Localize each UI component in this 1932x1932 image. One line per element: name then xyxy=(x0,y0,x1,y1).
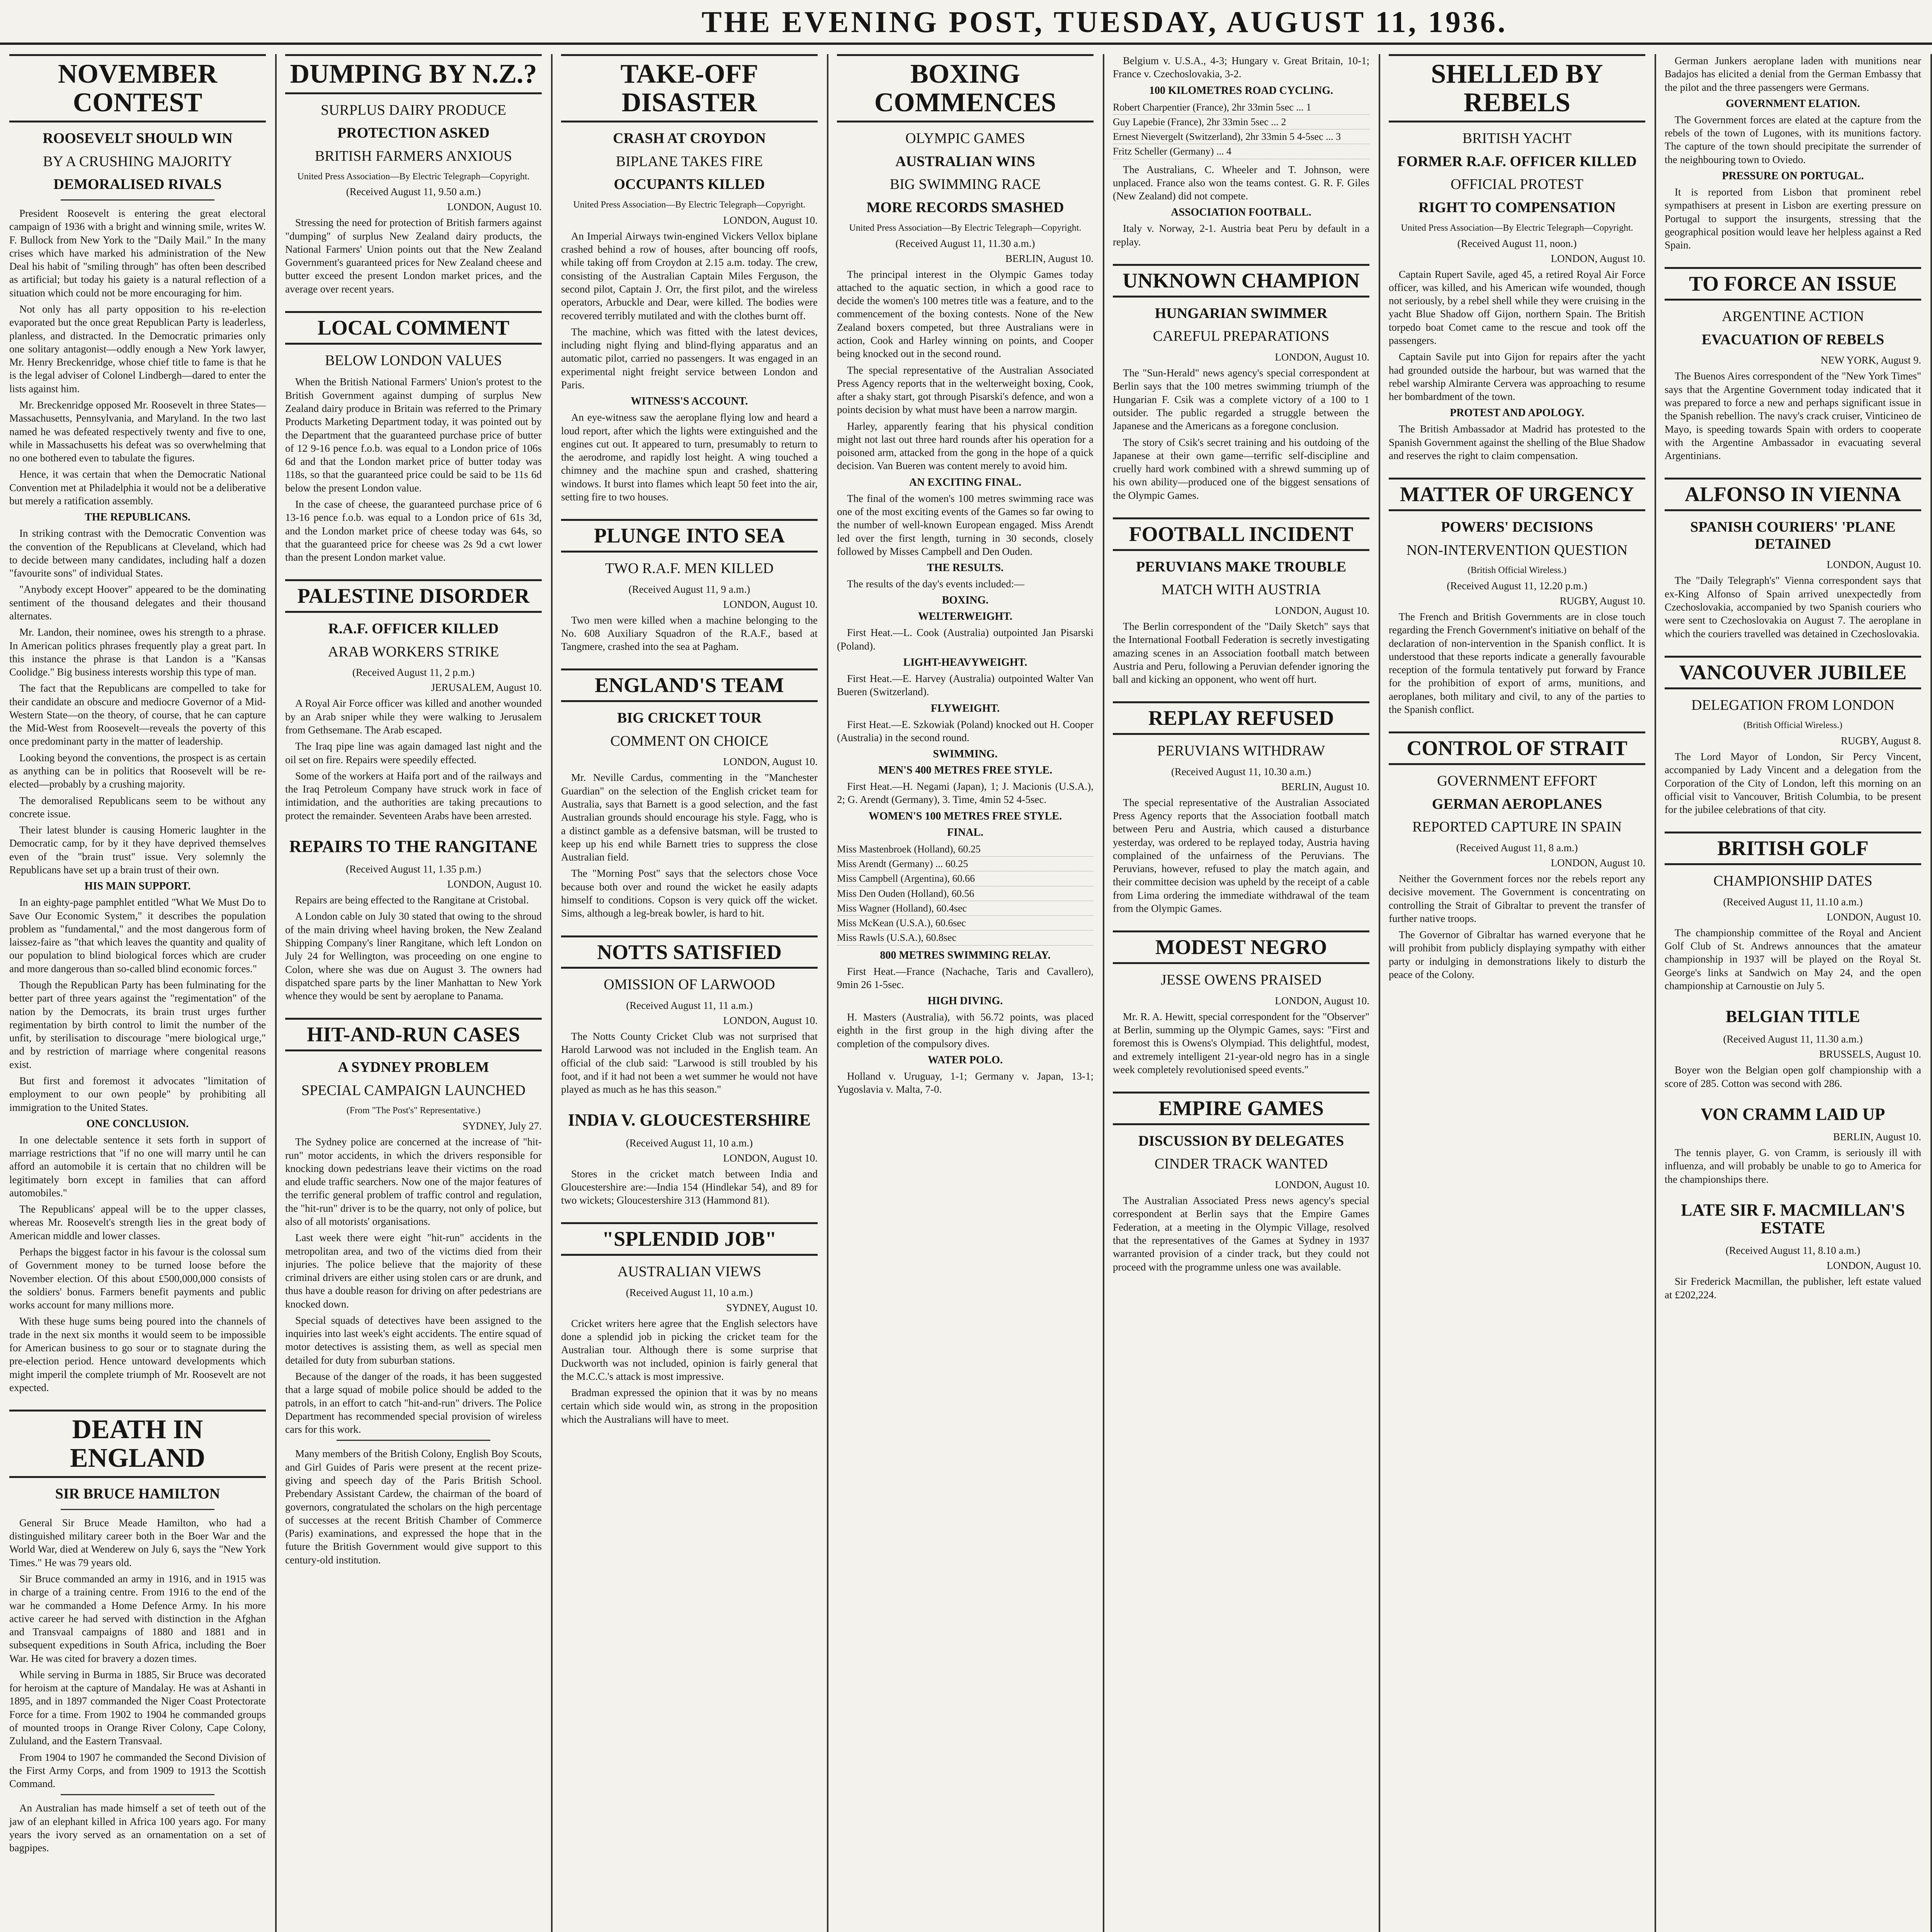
paragraph: Captain Rupert Savile, aged 45, a retired Royal Air Force officer, was killed, and his American wife wounded, though not seriously, by a rebel shell while they were cruising in the yacht Blue Shadow off Gijon, northern Spain. The British torpedo boat Comet came to the rescue and took off the passengers. xyxy=(1389,268,1645,346)
subheadline: GERMAN AEROPLANES xyxy=(1432,796,1602,812)
paragraph: When the British National Farmers' Union's protest to the British Government against dumping of surplus New Zealand dairy produce in Britain was referred to the Primary Products Marketing Department today, it was pointed out by the Department that the guaranteed purchase price of butter of 12 9-16 pence f.o.b. was equal to a London price of 106s 6d and that the London market price of butter today was 118s, so that the guaranteed price could be said to be 11s 6d below the present London value. xyxy=(285,376,542,494)
column-5 xyxy=(1106,54,1376,1932)
paragraph: The principal interest in the Olympic Games today attached to the aquatic section, in which a good race to decide the women's 100 metres title was a feature, and to the commencement of the boxing contests. None of the New Zealand boxers competed, but three Australians were in action, Cook and Harley winning on points, and Cooper being knocked out in the second round. xyxy=(837,268,1094,360)
results-heading: LIGHT-HEAVYWEIGHT. xyxy=(903,656,1027,669)
headline: FOOTBALL INCIDENT xyxy=(1113,517,1369,551)
paragraph: The special representative of the Australian Associated Press Agency reports that in the welterweight boxing, Cook, after a shaky start, got through Pisarski's defence, and won a points decision by what must have been a narrow margin. xyxy=(837,364,1094,416)
results-heading: 100 KILOMETRES ROAD CYCLING. xyxy=(1149,84,1333,97)
dateline: LONDON, August 10. xyxy=(1275,995,1369,1007)
paragraph: The championship committee of the Royal and Ancient Golf Club of St. Andrews announces that the amateur championship in 1937 will be played on the Royal St. George's links at Sandwich on May 24, and the open championship at Carnoustie on July 5. xyxy=(1665,927,1921,992)
section-heading: PROTEST AND APOLOGY. xyxy=(1450,407,1584,419)
paragraph: "Anybody except Hoover" appeared to be the dominating sentiment of the thousand delegates and their thousand alternates. xyxy=(9,583,266,622)
paragraph: The "Morning Post" says that the selectors chose Voce because both over and round the wicket he easily adapts himself to conditions. Copson is very quick off the wicket. Sims, although a leg-break bowler, is hard to hit. xyxy=(561,867,818,919)
dateline: LONDON, August 10. xyxy=(1827,559,1921,571)
subheadline: BIG CRICKET TOUR xyxy=(617,710,762,726)
subheadline: REPORTED CAPTURE IN SPAIN xyxy=(1412,819,1622,835)
result: First Heat.—E. Harvey (Australia) outpointed Walter Van Bueren (Switzerland). xyxy=(837,673,1094,698)
subheadline: CHAMPIONSHIP DATES xyxy=(1713,873,1872,889)
section-heading: ONE CONCLUSION. xyxy=(86,1117,189,1130)
paragraph: Their latest blunder is causing Homeric laughter in the Democratic camp, for by it they have deprived themselves even of the "brain trust" issue. Very solemnly the Republicans have set up a brain trust of their own. xyxy=(9,824,266,876)
headline: INDIA V. GLOUCESTERSHIRE xyxy=(568,1111,811,1130)
paragraph: But first and foremost it advocates "limitation of employment to our own people" by prohibiting all immigration to the United States. xyxy=(9,1075,266,1113)
section-heading: PRESSURE ON PORTUGAL. xyxy=(1722,170,1864,182)
headline: DEATH IN ENGLAND xyxy=(9,1410,266,1478)
subheadline: OMISSION OF LARWOOD xyxy=(604,976,775,993)
headline: "SPLENDID JOB" xyxy=(561,1222,818,1256)
paragraph: The Buenos Aires correspondent of the "New York Times" says that the Argentine Government today indicated that it was prepared to force a new and perhaps significant issue in the Spanish rebellion. The navy's crack cruiser, Vinticineo de Mayo, is speeding towards Spain with orders to cooperate with the Argentine Ambassador in evacuating several Argentinians. xyxy=(1665,370,1921,462)
story-take-off-disaster xyxy=(561,54,818,503)
subheadline: BELOW LONDON VALUES xyxy=(325,352,502,369)
headline: PALESTINE DISORDER xyxy=(285,579,542,613)
subheadline: AUSTRALIAN WINS xyxy=(895,153,1035,170)
story-olympic-results-cont xyxy=(1113,54,1369,248)
paragraph: While serving in Burma in 1885, Sir Bruce was decorated for heroism at the capture of Mandalay. He was at Ashanti in 1895, and in 1897 commanded the Niger Coast Protectorate Force for a time. From 1902 to 1904 he commanded groups of mounted troops in Orange River Colony, Cape Colony, Zululand, and the Eastern Transvaal. xyxy=(9,1668,266,1747)
results-heading: SWIMMING. xyxy=(933,748,998,760)
result-row: Miss Den Ouden (Holland), 60.56 xyxy=(837,886,1094,901)
paragraph: Because of the danger of the roads, it has been suggested that a large squad of mobile police should be added to the patrols, in an effort to catch "hit-and-run" drivers. The Police Department has recommended special provision of wireless cars for this work. xyxy=(285,1371,542,1435)
subheadline: SPANISH COURIERS' 'PLANE DETAINED xyxy=(1690,519,1896,552)
subheadline: MATCH WITH AUSTRIA xyxy=(1161,582,1321,598)
paragraph: The Berlin correspondent of the "Daily Sketch" says that the International Football Federation is secretly investigating amazing scenes in an Association football match between Austria and Peru, following a Peruvian defender ignoring the ball and kicking an opponent, who went off hurt. xyxy=(1113,620,1369,685)
dateline: LONDON, August 10. xyxy=(1275,1179,1369,1191)
paragraph: General Sir Bruce Meade Hamilton, who had a distinguished military career both in the Boer War and the World War, died at Wenderew on July 6, says the "New York Times." He was 79 years old. xyxy=(9,1517,266,1568)
subheadline: SURPLUS DAIRY PRODUCE xyxy=(320,102,507,118)
received-time: (Received August 11, 10.30 a.m.) xyxy=(1171,765,1311,777)
subheadline: ARGENTINE ACTION xyxy=(1721,308,1864,325)
wire-credit: United Press Association—By Electric Telegraph—Copyright. xyxy=(297,171,530,182)
paragraph: In an eighty-page pamphlet entitled "What We Must Do to Save Our Economic System," it describes the population problem as "fundamental," and the most dangerous form of laissez-faire as "that which leaves the quantity and quality of our population to blind biological forces which are cruder and more dangerous than so-called blind economic forces." xyxy=(9,896,266,975)
story-englands-team xyxy=(561,668,818,920)
column-rule xyxy=(1103,54,1104,1932)
result: First Heat.—France (Nachache, Taris and Cavallero), 9min 26 1-5sec. xyxy=(837,965,1094,990)
subheadline: BIG SWIMMING RACE xyxy=(889,176,1041,193)
result-row: Miss Wagner (Holland), 60.4sec xyxy=(837,901,1094,916)
results-list xyxy=(837,842,1094,946)
paragraph: It is reported from Lisbon that prominent rebel sympathisers at present in Lisbon are exerting pressure on Portugal to support the insurgents, stressing that the geographical position would leave her helpless against a Red Spain. xyxy=(1665,186,1921,251)
paragraph: The Notts County Cricket Club was not surprised that Harold Larwood was not included in the English team. An official of the club said: "Larwood is still troubled by his foot, and if it had not been a wet summer he would not have played as much as he has this season." xyxy=(561,1030,818,1095)
story-modest-negro xyxy=(1113,930,1369,1076)
subheadline: OLYMPIC GAMES xyxy=(905,130,1025,146)
received-time: (Received August 11, 11.10 a.m.) xyxy=(1723,896,1863,908)
dateline: RUGBY, August 10. xyxy=(1560,595,1645,607)
result-row: Fritz Scheller (Germany) ... 4 xyxy=(1113,144,1369,159)
story-boxing-commences xyxy=(837,54,1094,1096)
column-rule xyxy=(1655,54,1656,1932)
paragraph: Last week there were eight "hit-run" accidents in the metropolitan area, and two of the victims died from their injuries. The police believe that the majority of these criminal drivers are either using stolen cars or are drunk, and thus have a double reason for driving on after pedestrians are knocked down. xyxy=(285,1232,542,1310)
section-heading: GOVERNMENT ELATION. xyxy=(1726,97,1860,110)
dateline: RUGBY, August 8. xyxy=(1840,735,1921,747)
paragraph: The Lord Mayor of London, Sir Percy Vincent, accompanied by Lady Vincent and a delegation from the Corporation of the City of London, left this morning on an official visit to Vancouver, British Columbia, to be present for the jubilee celebrations of that city. xyxy=(1665,751,1921,816)
headline: MODEST NEGRO xyxy=(1113,930,1369,964)
dateline: SYDNEY, July 27. xyxy=(462,1120,542,1132)
paragraph: The Australian Associated Press news agency's special correspondent at Berlin says that the Empire Games Federation, at a meeting in the Olympic Village, resolved that the representatives of the Games at Sydney in 1937 warranted provision of a cinder track, but they could not proceed with the programme unless one was available. xyxy=(1113,1195,1369,1273)
wire-credit: (British Official Wireless.) xyxy=(1467,565,1567,576)
paragraph: German Junkers aeroplane laden with munitions near Badajos has elicited a denial from the German Embassy that the pilot and the three passengers were Germans. xyxy=(1665,55,1921,93)
results-heading: 800 METRES SWIMMING RELAY. xyxy=(880,949,1051,961)
column-6 xyxy=(1382,54,1652,1932)
paragraph: The Government forces are elated at the capture from the rebels of the town of Lugones, with its munitions factory. The capture of the town should precipitate the surrender of the neighbouring town to Oviedo. xyxy=(1665,114,1921,165)
paragraph: The machine, which was fitted with the latest devices, including night flying and blind-flying apparatus and an automatic pilot, carried no passengers. It was engaged in an experimental night freight service between London and Paris. xyxy=(561,326,818,391)
subheadline: BIPLANE TAKES FIRE xyxy=(616,153,763,170)
subheadline: DEMORALISED RIVALS xyxy=(53,176,222,193)
wire-credit: (British Official Wireless.) xyxy=(1743,720,1843,731)
received-time: (Received August 11, 12.20 p.m.) xyxy=(1447,580,1587,592)
headline: NOVEMBER CONTEST xyxy=(9,54,266,122)
dateline: LONDON, August 10. xyxy=(447,201,542,213)
paragraph: The tennis player, G. von Cramm, is seriously ill with influenza, and will probably be unable to go to America for the championships there. xyxy=(1665,1147,1921,1185)
paragraph: Hence, it was certain that when the Democratic National Convention met at Philadelphia it would not be a deliberative but merely a ratification assembly. xyxy=(9,468,266,507)
result-row: Ernest Nievergelt (Switzerland), 2hr 33min 5 4-5sec ... 3 xyxy=(1113,129,1369,144)
subheadline: ROOSEVELT SHOULD WIN xyxy=(43,130,233,146)
received-time: (Received August 11, 11.30 a.m.) xyxy=(1723,1033,1863,1045)
dateline: LONDON, August 10. xyxy=(447,878,542,890)
paragraph: A London cable on July 30 stated that owing to the shroud of the main driving wheel having broken, the New Zealand Shipping Company's liner Rangitane, which left London on July 24 for Wellington, was proceeding on one engine to Colon, where she was due on August 3. The owners had dispatched spare parts by the liner Manhattan to New York whence they would be sent by aeroplane to Panama. xyxy=(285,910,542,1002)
dateline: LONDON, August 10. xyxy=(723,214,818,226)
subheadline: PROTECTION ASKED xyxy=(337,125,490,141)
story-von-cramm xyxy=(1665,1105,1921,1186)
dateline: JERUSALEM, August 10. xyxy=(431,682,542,694)
headline: BOXING COMMENCES xyxy=(837,54,1094,122)
subheadline: BY A CRUSHING MAJORITY xyxy=(43,153,232,170)
paragraph: Repairs are being effected to the Rangitane at Cristobal. xyxy=(295,894,529,906)
dateline: BERLIN, August 10. xyxy=(1833,1131,1921,1143)
results-heading: ASSOCIATION FOOTBALL. xyxy=(1171,206,1311,219)
divider xyxy=(61,1794,214,1795)
paragraph: Some of the workers at Haifa port and of the railways and the Iraq Petroleum Company have struck work in face of intimidation, and the authorities are taking precautions to protect the remainder. Seventeen Arabs have been arrested. xyxy=(285,770,542,821)
subheadline: CAREFUL PREPARATIONS xyxy=(1153,328,1330,345)
paragraph: Stores in the cricket match between India and Gloucestershire are:—India 154 (Hindlekar 54), and 89 for two wickets; Gloucestershire 313 (Hammond 81). xyxy=(561,1168,818,1206)
headline: ENGLAND'S TEAM xyxy=(561,668,818,702)
paragraph: In striking contrast with the Democratic Convention was the convention of the Republicans at Cleveland, which had to decide between many candidates, including half a dozen "favourite sons" of individual States. xyxy=(9,527,266,579)
subheadline: SPECIAL CAMPAIGN LAUNCHED xyxy=(301,1082,526,1099)
result-row: Miss McKean (U.S.A.), 60.6sec xyxy=(837,916,1094,930)
column-rule xyxy=(275,54,277,1932)
paragraph: Boyer won the Belgian open golf championship with a score of 285. Cotton was second with 286. xyxy=(1665,1064,1921,1089)
paragraph: Though the Republican Party has been fulminating for the better part of three years against the "regimentation" of the nation by the Democrats, its brain trust urges further regimentation by birth control to limit the number of the unfit, by sterilisation to discourage "mere biological urge," and by restriction of marriage where congenital reasons exist. xyxy=(9,979,266,1070)
received-time: (Received August 11, 10 a.m.) xyxy=(626,1286,753,1298)
headline: LATE SIR F. MACMILLAN'S ESTATE xyxy=(1681,1201,1905,1238)
dateline: BRUSSELS, August 10. xyxy=(1819,1048,1921,1060)
paragraph: The story of Csik's secret training and his outdoing of the Japanese at their own game—terrific self-discipline and cruelly hard work combined with a shrewd summing up of his own ability—produced one of the biggest sensations of the Olympic Games. xyxy=(1113,436,1369,501)
result: First Heat.—E. Szkowiak (Poland) knocked out H. Cooper (Australia) in the second round. xyxy=(837,718,1094,743)
column-rule xyxy=(551,54,553,1932)
paragraph: The "Sun-Herald" news agency's special correspondent at Berlin says that the 100 metres swimming triumph of the Hungarian F. Csik was a complete victory of a 100 to 1 outsider. The public regarded a struggle between the Japanese and the Americans as a foregone conclusion. xyxy=(1113,367,1369,432)
column-rule xyxy=(1930,54,1932,1932)
column-2 xyxy=(278,54,549,1932)
headline: VON CRAMM LAID UP xyxy=(1701,1104,1885,1124)
story-empire-games xyxy=(1113,1092,1369,1274)
column-rule xyxy=(827,54,828,1932)
subheadline: FORMER R.A.F. OFFICER KILLED xyxy=(1397,153,1637,170)
subheadline: OCCUPANTS KILLED xyxy=(614,176,765,193)
byline: (From "The Post's" Representative.) xyxy=(346,1105,481,1116)
column-7 xyxy=(1658,54,1928,1932)
story-notts-satisfied xyxy=(561,935,818,1096)
divider xyxy=(337,1440,490,1441)
headline: EMPIRE GAMES xyxy=(1113,1092,1369,1125)
dateline: LONDON, August 10. xyxy=(1275,351,1369,363)
headline: ALFONSO IN VIENNA xyxy=(1665,478,1921,511)
subheadline: HUNGARIAN SWIMMER xyxy=(1155,305,1328,321)
story-macmillan-estate xyxy=(1665,1201,1921,1301)
headline: TO FORCE AN ISSUE xyxy=(1665,267,1921,301)
paragraph: The Sydney police are concerned at the increase of "hit-run" motor accidents, in which the drivers responsible for knocking down pedestrians leave their victims on the road and elude traffic searchers. Now one of the major features of the terrific general problem of traffic control and regulation, the "hit-run" driver is to be the quarry, not only of police, but also of all motorists' organisations. xyxy=(285,1136,542,1227)
story-dumping xyxy=(285,54,542,296)
story-hit-and-run xyxy=(285,1018,542,1566)
dateline: BERLIN, August 10. xyxy=(1281,781,1369,793)
headline: UNKNOWN CHAMPION xyxy=(1113,264,1369,298)
results-heading: BOXING. xyxy=(942,594,989,607)
headline: MATTER OF URGENCY xyxy=(1389,478,1645,511)
received-time: (Received August 11, noon.) xyxy=(1457,237,1577,249)
result: Belgium v. U.S.A., 4-3; Hungary v. Great Britain, 10-1; France v. Czechoslovakia, 3-2. xyxy=(1113,55,1369,80)
story-palestine xyxy=(285,579,542,822)
headline: DUMPING BY N.Z.? xyxy=(285,54,542,94)
story-rangitane xyxy=(285,838,542,1002)
subheadline: SIR BRUCE HAMILTON xyxy=(55,1486,220,1502)
headline: CONTROL OF STRAIT xyxy=(1389,731,1645,765)
paragraph: Mr. R. A. Hewitt, special correspondent for the "Observer" at Berlin, summing up the Olympic Games, says: "First and foremost this is Owens's Olympiad. This delightful, modest, and extremely intelligent 21-year-old negro has in a single week completely revolutionised speed events." xyxy=(1113,1010,1369,1075)
paragraph: Two men were killed when a machine belonging to the No. 608 Auxiliary Squadron of the R.A.F., based at Tangmere, crashed into the sea at Pagham. xyxy=(561,614,818,653)
received-time: (Received August 11, 8.10 a.m.) xyxy=(1725,1245,1861,1257)
masthead xyxy=(0,0,1932,45)
paragraph: With these huge sums being poured into the channels of trade in the next six months it would seem to be impossible for American business to go sour or to stagnate during the pre-election period. Hence untoward developments which might imperil the complete triumph of Mr. Roosevelt are not expected. xyxy=(9,1315,266,1393)
story-british-golf xyxy=(1665,832,1921,992)
dateline: LONDON, August 10. xyxy=(723,598,818,610)
paragraph: Looking beyond the conventions, the prospect is as certain as anything can be in politics that Roosevelt will be re-elected—probably by a crushing majority. xyxy=(9,752,266,790)
paragraph: The Governor of Gibraltar has warned everyone that he will prohibit from publicly displaying sympathy with either party or indulging in demonstrations likely to disturb the peace of the Colony. xyxy=(1389,929,1645,981)
story-shelled-by-rebels xyxy=(1389,54,1645,462)
subheadline: PERUVIANS WITHDRAW xyxy=(1157,743,1325,759)
story-control-of-strait xyxy=(1389,731,1645,981)
dateline: LONDON, August 10. xyxy=(1551,857,1645,869)
paragraph: Mr. Breckenridge opposed Mr. Roosevelt in three States—Massachusetts, Pennsylvania, and Maryland. In the two last named he was defeated respectively twenty and five to one, while in Massachusetts his defeat was so overwhelming that no one bothered even to tabulate the figures. xyxy=(9,399,266,464)
subheadline: CINDER TRACK WANTED xyxy=(1154,1156,1328,1172)
section-heading: THE RESULTS. xyxy=(927,562,1004,574)
result: H. Masters (Australia), with 56.72 points, was placed eighth in the first group in the high diving after the completion of the compulsory dives. xyxy=(837,1011,1094,1049)
result-row: Miss Arendt (Germany) ... 60.25 xyxy=(837,857,1094,871)
story-india-v-glos xyxy=(561,1111,818,1207)
column-3 xyxy=(554,54,825,1932)
paragraph: The fact that the Republicans are compelled to take for their candidate an obscure and mediocre Governor of a Mid-Western State—on the theory, of course, that he can capture the Mid-West from Roosevelt—reveals the poverty of this once predominant party in the matter of leadership. xyxy=(9,682,266,747)
story-matter-of-urgency xyxy=(1389,478,1645,716)
subheadline: GOVERNMENT EFFORT xyxy=(1437,773,1597,789)
received-time: (Received August 11, 11.30 a.m.) xyxy=(895,237,1035,249)
story-death-in-england xyxy=(9,1410,266,1854)
story-replay-refused xyxy=(1113,701,1369,915)
subheadline: AUSTRALIAN VIEWS xyxy=(617,1264,761,1280)
paragraph: Perhaps the biggest factor in his favour is the colossal sum of Government money to be turned loose before the November election. Of this about £500,000,000 consists of the soldiers' bonus. Farmers benefit payments and public works account for many millions more. xyxy=(9,1246,266,1311)
paragraph: Special squads of detectives have been assigned to the inquiries into last week's eight accidents. The entire squad of motor detectives is assisting them, as well as special men detailed for duty from suburban stations. xyxy=(285,1314,542,1366)
result-row: Miss Mastenbroek (Holland), 60.25 xyxy=(837,842,1094,857)
results-heading: WOMEN'S 100 METRES FREE STYLE. xyxy=(868,810,1062,822)
subheadline: R.A.F. OFFICER KILLED xyxy=(328,621,499,637)
dateline: SYDNEY, August 10. xyxy=(726,1301,818,1313)
story-local-comment xyxy=(285,311,542,564)
paragraph: The final of the women's 100 metres swimming race was one of the most exciting events of the Games so far owing to the number of well-known European engaged. Miss Arendt led over the first length, turning in 30 seconds, closely followed by Misses Campbell and Den Ouden. xyxy=(837,492,1094,557)
received-time: (Received August 11, 2 p.m.) xyxy=(352,667,475,679)
wire-credit: United Press Association—By Electric Telegraph—Copyright. xyxy=(849,223,1082,233)
results-list xyxy=(1113,100,1369,159)
paragraph: Mr. Landon, their nominee, owes his strength to a phrase. In American politics phrases frequently play a great part. In this instance the phrase is that Landon is a "Kansas Coolidge." Big business interests worship this type of man. xyxy=(9,626,266,678)
paragraph: An Imperial Airways twin-engined Vickers Vellox biplane crashed behind a row of houses, after bouncing off roofs, while taking off from Croydon at 2.15 a.m. today. The crew, consisting of the Australian Captain Miles Ferguson, the second pilot, Captain J. Orr, the first pilot, and the wireless operators, Arbuckle and Dear, were killed. The bodies were recovered terribly mutilated and with the clothes burnt off. xyxy=(561,230,818,321)
result-row: Guy Lapebie (France), 2hr 33min 5sec ... 2 xyxy=(1113,115,1369,129)
results-heading: FLYWEIGHT. xyxy=(930,702,1000,714)
paragraph: Harley, apparently fearing that his physical condition might not last out three hard rounds after his operation for a poisoned arm, attacked from the gong in the hope of a quick decision. Van Bueren was content merely to avoid him. xyxy=(837,420,1094,472)
story-november-contest xyxy=(9,54,266,1394)
wire-credit: United Press Association—By Electric Telegraph—Copyright. xyxy=(1401,223,1633,233)
dateline: LONDON, August 10. xyxy=(1551,252,1645,264)
paragraph: Cricket writers here agree that the English selectors have done a splendid job in picking the cricket team for the Australian tour. Although there is some surprise that Duckworth was not included, opinion is fairly general that the M.C.C.'s attack is most impressive. xyxy=(561,1317,818,1382)
divider xyxy=(61,199,214,201)
headline: TAKE-OFF DISASTER xyxy=(561,54,818,122)
headline: NOTTS SATISFIED xyxy=(561,935,818,969)
paragraph: The Australians, C. Wheeler and T. Johnson, were unplaced. France also won the teams contest. G. R. F. Giles (New Zealand) did not compete. xyxy=(1113,163,1369,202)
paragraph: A Royal Air Force officer was killed and another wounded by an Arab sniper while they were walking to Jerusalem from Gethsemane. The Arab escaped. xyxy=(285,697,542,736)
subheadline: MORE RECORDS SMASHED xyxy=(866,199,1064,216)
story-vancouver-jubilee xyxy=(1665,656,1921,816)
results-heading: FINAL. xyxy=(947,826,984,838)
section-heading: HIS MAIN SUPPORT. xyxy=(84,880,191,893)
headline: VANCOUVER JUBILEE xyxy=(1665,656,1921,689)
paragraph: An eye-witness saw the aeroplane flying low and heard a loud report, after which the lights were extinguished and the engines cut out. It appeared to turn, presumably to return to the aerodrome, and rapidly lost height. A wing touched a chimney and the machine spun and crashed, shattering windows. It burst into flames which leapt 50 feet into the air, setting fire to two houses. xyxy=(561,412,818,503)
result: Holland v. Uruguay, 1-1; Germany v. Japan, 13-1; Yugoslavia v. Malta, 7-0. xyxy=(837,1070,1094,1095)
dateline: LONDON, August 10. xyxy=(1275,604,1369,616)
received-time: (Received August 11, 9.50 a.m.) xyxy=(346,186,481,198)
headline: REPLAY REFUSED xyxy=(1113,701,1369,735)
paragraph: President Roosevelt is entering the great electoral campaign of 1936 with a bright and winning smile, writes W. F. Bullock from New York to the "Daily Mail." In the many crises which have marked his administration of the New Deal his habit of "smiling through" has often been described as artificial; but today his gaiety is a natural reflection of a situation which could not be more encouraging for him. xyxy=(9,207,266,299)
section-heading: THE REPUBLICANS. xyxy=(85,511,190,524)
paragraph: Bradman expressed the opinion that it was by no means certain which side would win, as strong in the proposition which the Australians will have to meet. xyxy=(561,1387,818,1425)
result-row: Miss Campbell (Argentina), 60.66 xyxy=(837,871,1094,886)
story-football-incident xyxy=(1113,517,1369,686)
paragraph: From 1904 to 1907 he commanded the Second Division of the First Army Corps, and from 1909 to 1913 the Scottish Command. xyxy=(9,1751,266,1790)
column-1 xyxy=(2,54,273,1932)
dateline: LONDON, August 10. xyxy=(1827,1260,1921,1272)
paragraph: The results of the day's events included:— xyxy=(847,578,1025,590)
subheadline: DELEGATION FROM LONDON xyxy=(1691,697,1895,713)
subheadline: PERUVIANS MAKE TROUBLE xyxy=(1136,558,1347,575)
dateline: LONDON, August 10. xyxy=(723,756,818,768)
paragraph: Stressing the need for protection of British farmers against "dumping" of surplus New Zealand dairy products, the National Farmers' Union points out that the New Zealand Government's guaranteed prices for New Zealand cheese and butter exceed the present London market prices, and the average over recent years. xyxy=(285,217,542,295)
subheadline: BRITISH YACHT xyxy=(1462,130,1572,146)
dateline: LONDON, August 10. xyxy=(723,1014,818,1026)
paragraph: Not only has all party opposition to his re-election evaporated but the once great Republican Party is leaderless, planless, and distracted. In the Democratic primaries only one solitary antagonist—oddly enough a New York lawyer, Mr. Henry Breckenridge, whose chief title to fame is that he is the legal adviser of Colonel Lindbergh—dared to enter the lists against him. xyxy=(9,303,266,395)
paragraph: Sir Bruce commanded an army in 1916, and in 1915 was in charge of a training centre. From 1916 to the end of the war he commanded a Home Defence Army. In his more active career he had served with distinction in the Afghan and Transvaal campaigns of 1880 and 1881 and in subsequent expeditions in South Africa, including the Boer War. He was cited for bravery a dozen times. xyxy=(9,1573,266,1664)
subheadline: DISCUSSION BY DELEGATES xyxy=(1138,1133,1344,1149)
results-heading: MEN'S 400 METRES FREE STYLE. xyxy=(878,764,1053,777)
paragraph: Mr. Neville Cardus, commenting in the "Manchester Guardian" on the selection of the English cricket team for Australia, says that Barnett is a good selection, and the fast Australian grounds should encourage his style. Fagg, who is a distinct gamble as a defensive batsman, will be trusted to keep up his end while Barnett tries to suppress the close Australian field. xyxy=(561,772,818,863)
paragraph: The Republicans' appeal will be to the upper classes, whereas Mr. Roosevelt's strength lies in the great body of American middle and lower classes. xyxy=(9,1203,266,1242)
story-unknown-champion xyxy=(1113,264,1369,502)
dateline: LONDON, August 10. xyxy=(723,1152,818,1164)
section-heading: WITNESS'S ACCOUNT. xyxy=(631,395,748,408)
dateline: LONDON, August 10. xyxy=(1827,911,1921,923)
subheadline: JESSE OWENS PRAISED xyxy=(1161,971,1321,988)
subheadline: ARAB WORKERS STRIKE xyxy=(328,643,499,660)
column-4 xyxy=(830,54,1100,1932)
subheadline: CRASH AT CROYDON xyxy=(613,130,766,146)
story-belgian-title xyxy=(1665,1008,1921,1090)
paragraph: The Iraq pipe line was again damaged last night and the oil set on fire. Repairs were speedily effected. xyxy=(285,740,542,765)
headline: SHELLED BY REBELS xyxy=(1389,54,1645,122)
paragraph: The "Daily Telegraph's" Vienna correspondent says that ex-King Alfonso of Spain arrived unexpectedly from Czechoslovakia, accompanied by two Spanish couriers who were sent to Czechoslovakia on August 7. The aeroplane in which the couriers travelled was detained in Czechoslovakia. xyxy=(1665,575,1921,639)
story-splendid-job xyxy=(561,1222,818,1426)
received-time: (Received August 11, 11 a.m.) xyxy=(626,999,753,1011)
subheadline: NON-INTERVENTION QUESTION xyxy=(1406,542,1628,558)
masthead-title: THE EVENING POST, TUESDAY, AUGUST 11, 1936. xyxy=(701,5,1508,39)
results-heading: WELTERWEIGHT. xyxy=(918,611,1013,623)
dateline: BERLIN, August 10. xyxy=(1005,252,1094,264)
subheadline: COMMENT ON CHOICE xyxy=(610,733,769,749)
headline: REPAIRS TO THE RANGITANE xyxy=(289,837,538,856)
subheadline: BRITISH FARMERS ANXIOUS xyxy=(315,148,512,164)
story-plunge-into-sea xyxy=(561,519,818,653)
paragraph: An Australian has made himself a set of teeth out of the jaw of an elephant killed in Africa 100 years ago. For many years the ivory served as an ornamentation on a set of bagpipes. xyxy=(9,1802,266,1854)
paragraph: In one delectable sentence it sets forth in support of marriage restrictions that "if no one will marry until he can afford an automobile it is certain that no children will be legitimately born except in families that can afford automobiles." xyxy=(9,1134,266,1199)
received-time: (Received August 11, 8 a.m.) xyxy=(1456,842,1578,854)
received-time: (Received August 11, 1.35 p.m.) xyxy=(346,863,481,875)
paragraph: Sir Frederick Macmillan, the publisher, left estate valued at £202,224. xyxy=(1665,1276,1921,1301)
section-heading: AN EXCITING FINAL. xyxy=(909,476,1022,488)
paragraph: The special representative of the Australian Associated Press Agency reports that the Association football match between Peru and Austria, which caused a disturbance yesterday, was ordered to be replayed today, Austria having complained of the unfairness of the Peruvians. The Peruvians, however, refused to play the match again, and their committee decision was upheld by the receipt of a cable from Lima ordering the immediate withdrawal of the team from the Olympic Games. xyxy=(1113,796,1369,914)
paragraph: Neither the Government forces nor the rebels report any decisive movement. The Government is concentrating on controlling the Strait of Gibraltar to prevent the transfer of further native troops. xyxy=(1389,873,1645,924)
result-row: Robert Charpentier (France), 2hr 33min 5sec ... 1 xyxy=(1113,100,1369,115)
headline: BELGIAN TITLE xyxy=(1726,1007,1860,1026)
result: Italy v. Norway, 2-1. Austria beat Peru by default in a replay. xyxy=(1113,223,1369,248)
result-row: Miss Rawls (U.S.A.), 60.8sec xyxy=(837,930,1094,945)
story-spain-cont xyxy=(1665,54,1921,252)
received-time: (Received August 11, 9 a.m.) xyxy=(628,583,750,595)
subheadline: OFFICIAL PROTEST xyxy=(1451,176,1583,193)
story-alfonso-in-vienna xyxy=(1665,478,1921,640)
headline: LOCAL COMMENT xyxy=(285,311,542,345)
result: First Heat.—L. Cook (Australia) outpointed Jan Pisarski (Poland). xyxy=(837,627,1094,652)
paragraph: The demoralised Republicans seem to be without any concrete issue. xyxy=(9,794,266,820)
result: First Heat.—H. Negami (Japan), 1; J. Macionis (U.S.A.), 2; G. Arendt (Germany), 3. Time, 4min 52 4-5sec. xyxy=(837,781,1094,806)
wire-credit: United Press Association—By Electric Telegraph—Copyright. xyxy=(573,200,806,210)
paragraph: Captain Savile put into Gijon for repairs after the yacht had grounded outside the harbour, but was warned that the rebel warship Almirante Cervera was approaching to resume her bombardment of the town. xyxy=(1389,351,1645,403)
subheadline: TWO R.A.F. MEN KILLED xyxy=(605,560,774,577)
paragraph: The French and British Governments are in close touch regarding the French Government's initiative on behalf of the declaration of non-intervention in the Spanish conflict. It is understood that these reports indicate a generally favourable reception of the formula tentatively put forward by France for the prohibition of export of arms, munitions, and aeroplanes, both military and civil, to any of the parties to the Spanish conflict. xyxy=(1389,611,1645,716)
column-rule xyxy=(1379,54,1380,1932)
story-to-force-an-issue xyxy=(1665,267,1921,462)
paragraph: The British Ambassador at Madrid has protested to the Spanish Government against the shelling of the Blue Shadow and reserves the right to claim compensation. xyxy=(1389,423,1645,461)
divider xyxy=(61,1509,214,1510)
headline: PLUNGE INTO SEA xyxy=(561,519,818,553)
subheadline: EVACUATION OF REBELS xyxy=(1701,331,1884,348)
subheadline: POWERS' DECISIONS xyxy=(1441,519,1593,535)
headline: BRITISH GOLF xyxy=(1665,832,1921,865)
subheadline: RIGHT TO COMPENSATION xyxy=(1418,199,1616,216)
subheadline: A SYDNEY PROBLEM xyxy=(338,1059,489,1076)
results-heading: WATER POLO. xyxy=(928,1054,1003,1066)
results-heading: HIGH DIVING. xyxy=(927,995,1003,1007)
dateline: NEW YORK, August 9. xyxy=(1820,354,1921,366)
received-time: (Received August 11, 10 a.m.) xyxy=(626,1137,753,1149)
headline: HIT-AND-RUN CASES xyxy=(285,1018,542,1051)
paragraph: Many members of the British Colony, English Boy Scouts, and Girl Guides of Paris were present at the recent prize-giving and speech day of the Paris British School. Prebendary Assistant Cardew, the chairman of the board of governors, congratulated the scholars on the high percentage of successes at the recent British Chamber of Commerce (Paris) examinations, and expressed the hope that in the future the British Government would give support to this century-old institution. xyxy=(285,1448,542,1566)
paragraph: In the case of cheese, the guaranteed purchase price of 6 13-16 pence f.o.b. was equal to a London price of 61s 3d, and the London market price of cheese today was 64s, so that the guaranteed price for cheese was 2s 9d a cwt lower than the present London market value. xyxy=(285,498,542,563)
